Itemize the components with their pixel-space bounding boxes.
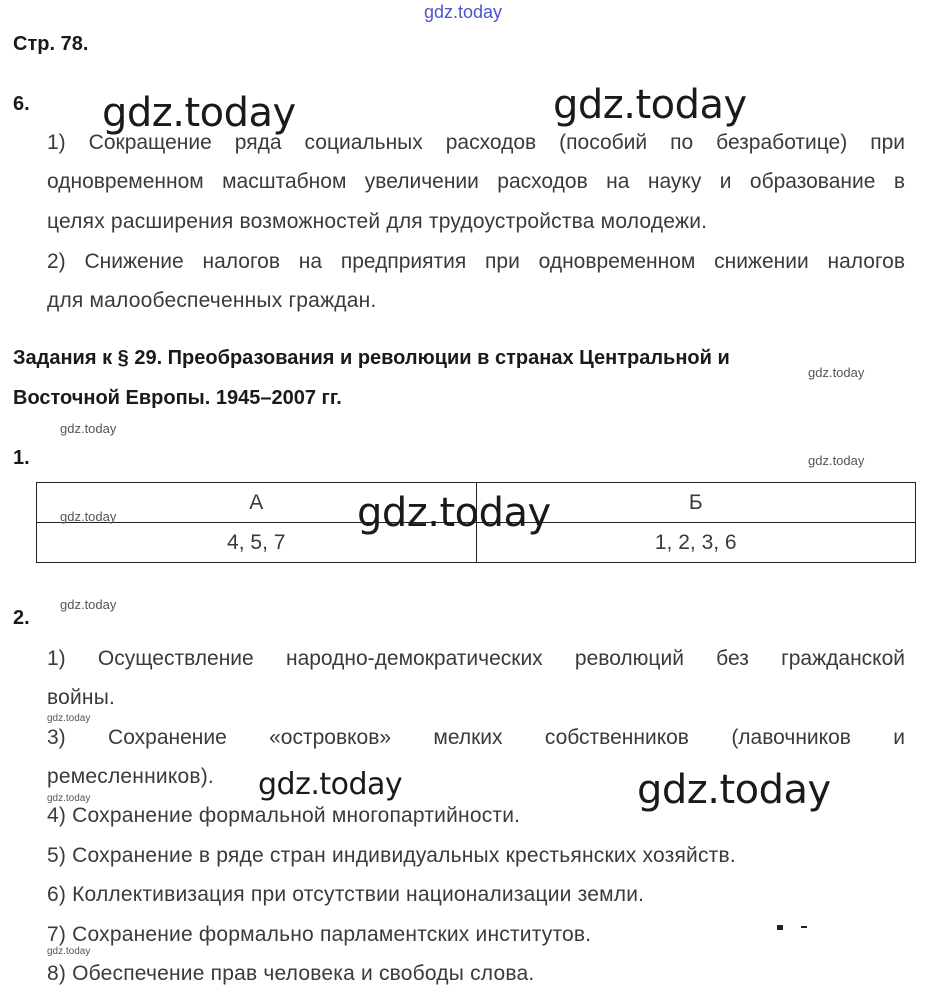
table-value-a: 4, 5, 7 bbox=[37, 523, 477, 563]
task2-line-3: 3) Сохранение «островков» мелких собственников (лавочников и bbox=[47, 726, 905, 749]
task6-line-1: 1) Сокращение ряда социальных расходов (пособий по безработице) при bbox=[47, 131, 905, 154]
watermark-large-3: gdz.today bbox=[357, 490, 551, 536]
task2-line-7: 6) Коллективизация при отсутствии национализации земли. bbox=[47, 883, 645, 906]
watermark-large-4: gdz.today bbox=[258, 767, 403, 802]
table-value-b: 1, 2, 3, 6 bbox=[476, 523, 916, 563]
task2-line-4: ремесленников). bbox=[47, 765, 214, 788]
page-label: Стр. 78. bbox=[13, 33, 89, 55]
watermark-large-2: gdz.today bbox=[553, 82, 747, 128]
task2-number: 2. bbox=[13, 607, 30, 629]
task6-line-4: 2) Снижение налогов на предприятия при одновременном снижении налогов bbox=[47, 250, 905, 273]
task6-line-2: одновременном масштабном увеличении расходов на науку и образование в bbox=[47, 170, 905, 193]
watermark-tiny-1: gdz.today bbox=[47, 713, 91, 724]
task2-line-6: 5) Сохранение в ряде стран индивидуальных крестьянских хозяйств. bbox=[47, 844, 736, 867]
table-header-b: Б bbox=[476, 483, 916, 523]
watermark-small-2: gdz.today bbox=[60, 421, 117, 436]
task2-line-8: 7) Сохранение формально парламентских институтов. bbox=[47, 923, 592, 946]
watermark-small-5: gdz.today bbox=[60, 597, 117, 612]
task2-line-9: 8) Обеспечение прав человека и свободы слова. bbox=[47, 962, 535, 985]
section-title-line-2: Восточной Европы. 1945–2007 гг. bbox=[13, 387, 342, 409]
watermark-large-1: gdz.today bbox=[102, 90, 296, 136]
watermark-tiny-3: gdz.today bbox=[47, 946, 91, 957]
task6-number: 6. bbox=[13, 93, 30, 115]
task1-number: 1. bbox=[13, 447, 30, 469]
task2-line-5: 4) Сохранение формальной многопартийности. bbox=[47, 804, 521, 827]
task6-line-3: целях расширения возможностей для трудоустройства молодежи. bbox=[47, 210, 708, 233]
watermark-top: gdz.today bbox=[424, 2, 503, 22]
section-title-line-1: Задания к § 29. Преобразования и революции в странах Центральной и bbox=[13, 347, 730, 369]
watermark-small-1: gdz.today bbox=[808, 365, 865, 380]
task6-line-5: для малообеспеченных граждан. bbox=[47, 289, 377, 312]
watermark-large-5: gdz.today bbox=[637, 767, 831, 813]
task2-line-1: 1) Осуществление народно-демократических революций без гражданской bbox=[47, 647, 905, 670]
stray-dot-mark bbox=[777, 925, 783, 930]
task2-line-2: войны. bbox=[47, 686, 116, 709]
stray-dash-mark bbox=[801, 926, 807, 928]
watermark-small-3: gdz.today bbox=[808, 453, 865, 468]
table-header-a: А bbox=[37, 483, 477, 523]
watermark-tiny-2: gdz.today bbox=[47, 793, 91, 804]
watermark-small-4: gdz.today bbox=[60, 509, 117, 524]
